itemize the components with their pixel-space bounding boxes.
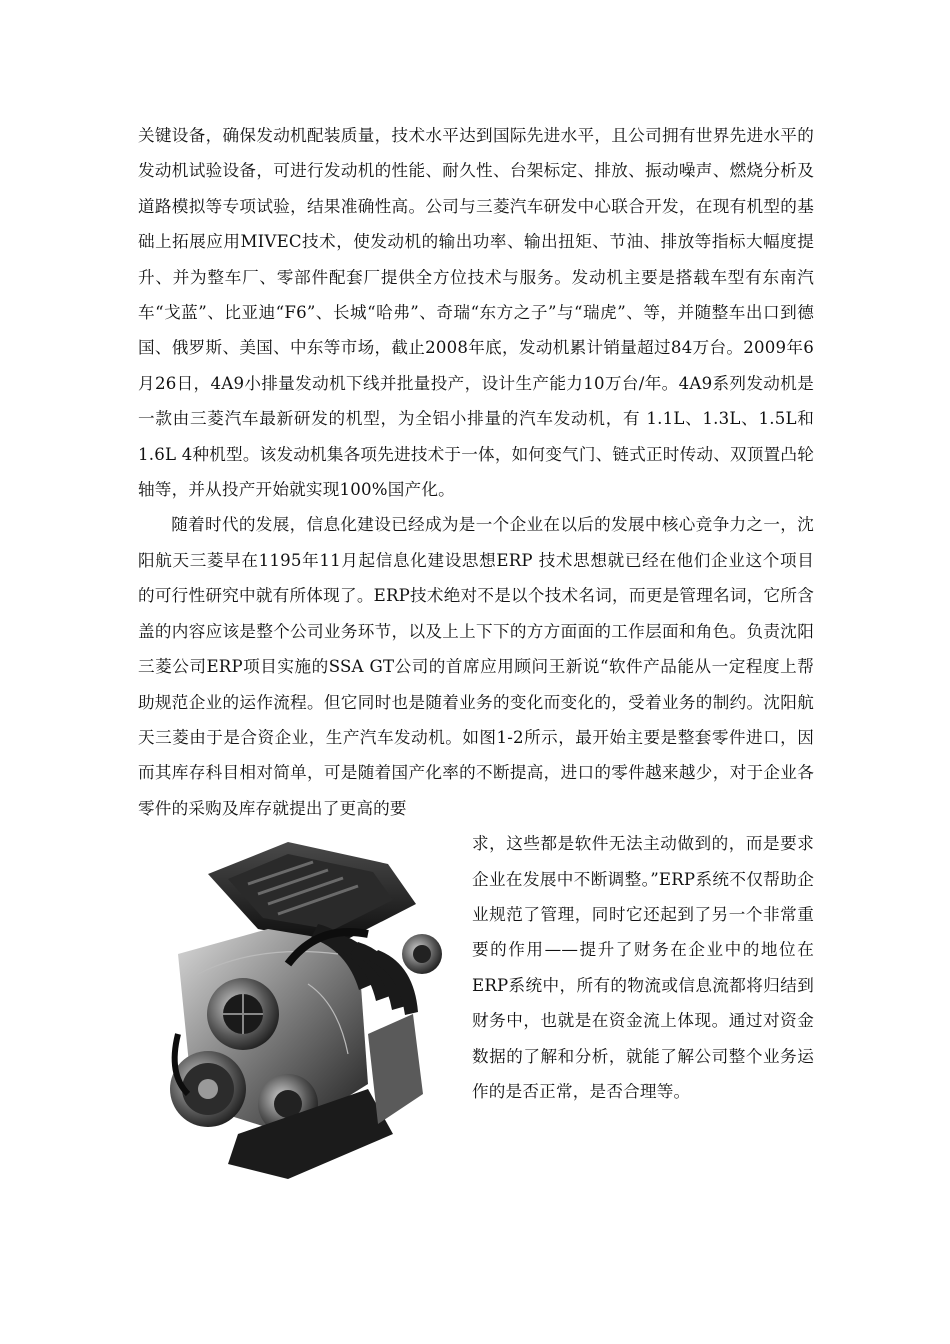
paragraph-2-beside-figure: 求，这些都是软件无法主动做到的，而是要求企业在发展中不断调整。”ERP系统不仅帮助企业规范了管理，同时它还起到了另一个非常重要的作用——提升了财务在企业中的地位在ERP系统中，所有的物流或信息流都将归结到财务中，也就是在资金流上体现。通过对资金数据的了解和分析，就能了解公司整个业务运作的是否正常，是否合理等。 (472, 834, 814, 1101)
paragraph-2-top: 随着时代的发展，信息化建设已经成为是一个企业在以后的发展中核心竞争力之一，沈阳航天三菱早在1195年11月起信息化建设思想ERP 技术思想就已经在他们企业这个项目的可行性研究中就有所体现了。ERP技术绝对不是以个技术名词，而更是管理名词，它所含盖的内容应该是整个公司业务环节，以及上上下下的方方面面的工作层面和角色。负责沈阳三菱公司ERP项目实施的SSA GT公司的首席应用顾问王新说“软件产品能从一定程度上帮助规范企业的运作流程。但它同时也是随着业务的变化而变化的，受着业务的制约。沈阳航天三菱由于是合资企业，生产汽车发动机。如图1-2所示，最开始主要是整套零件进口，因而其库存科目相对简单，可是随着国产化率的不断提高，进口的零件越来越少，对于企业各零件的采购及库存就提出了更高的要 (138, 515, 814, 818)
paragraph-1: 关键设备，确保发动机配装质量，技术水平达到国际先进水平，且公司拥有世界先进水平的发动机试验设备，可进行发动机的性能、耐久性、台架标定、排放、振动噪声、燃烧分析及道路模拟等专项试验，结果准确性高。公司与三菱汽车研发中心联合开发，在现有机型的基础上拓展应用MIVEC技术，使发动机的输出功率、输出扭矩、节油、排放等指标大幅度提升、并为整车厂、零部件配套厂提供全方位技术与服务。发动机主要是搭载车型有东南汽车“戈蓝”、比亚迪“F6”、长城“哈弗”、奇瑞“东方之子”与“瑞虎”、等，并随整车出口到德国、俄罗斯、美国、中东等市场，截止2008年底，发动机累计销量超过84万台。2009年6月26日，4A9小排量发动机下线并批量投产，设计生产能力10万台/年。4A9系列发动机是一款由三菱汽车最新研发的机型，为全铝小排量的汽车发动机，有 1.1L、1.3L、1.5L和1.6L 4种机型。该发动机集各项先进技术于一体，如何变气门、链式正时传动、双顶置凸轮轴等，并从投产开始就实现100%国产化。 (138, 126, 814, 500)
body-text (138, 118, 814, 1182)
engine-photo-icon (138, 834, 454, 1182)
